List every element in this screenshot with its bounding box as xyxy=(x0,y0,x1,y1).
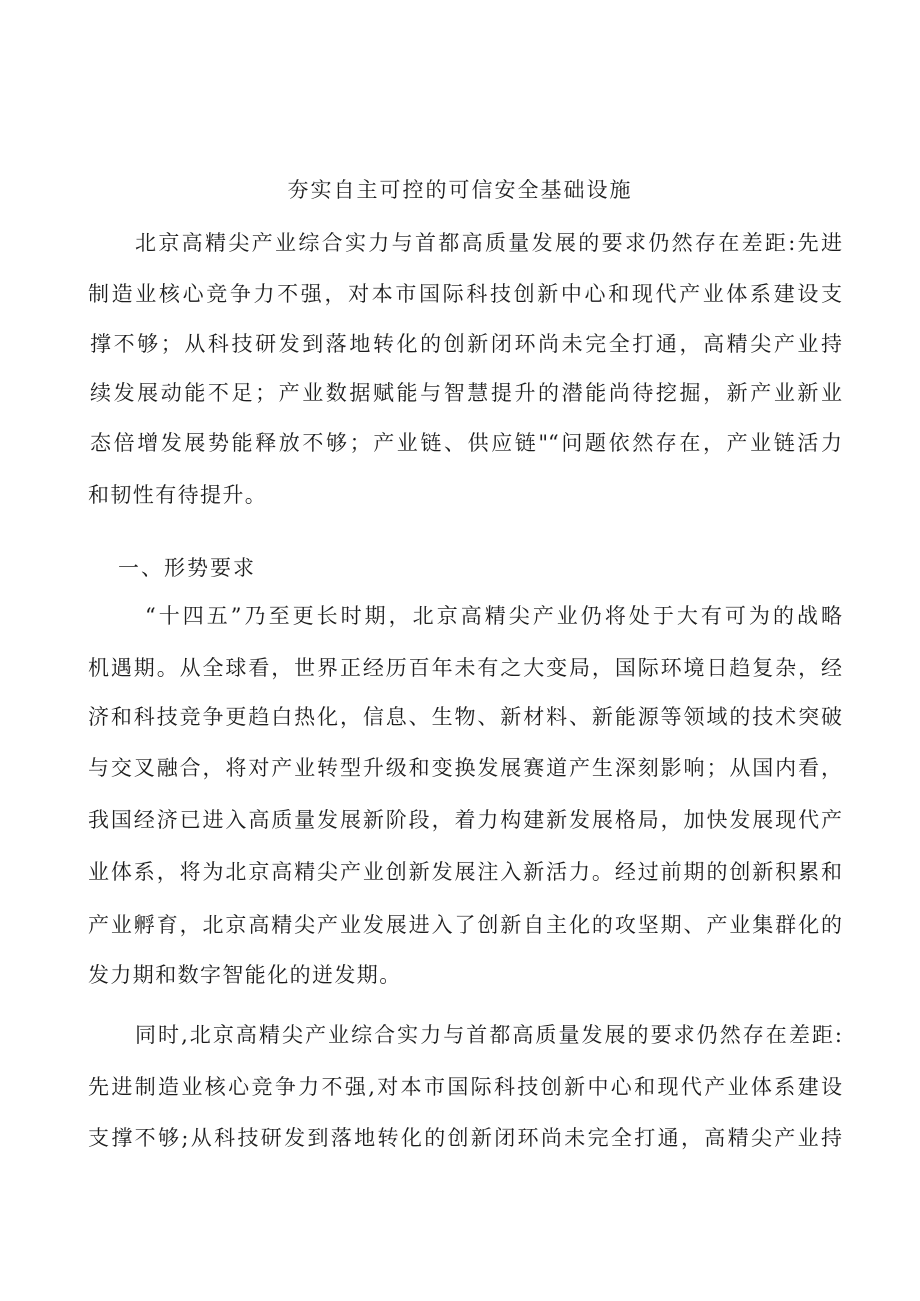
paragraph-line: 业体系，将为北京高精尖产业创新发展注入新活力。经过前期的创新积累和 xyxy=(88,860,842,884)
paragraph-line: 态倍增发展势能释放不够；产业链、供应链"“问题依然存在，产业链活力 xyxy=(90,431,842,455)
paragraph-line: 制造业核心竞争力不强，对本市国际科技创新中心和现代产业体系建设支 xyxy=(88,282,842,306)
paragraph-line: 济和科技竞争更趋白热化，信息、生物、新材料、新能源等领域的技术突破 xyxy=(88,705,842,729)
paragraph-line: 北京高精尖产业综合实力与首都高质量发展的要求仍然存在差距:先进 xyxy=(135,231,842,255)
paragraph-line: 产业孵育，北京高精尖产业发展进入了创新自主化的攻坚期、产业集群化的 xyxy=(88,913,842,937)
paragraph-line: 先进制造业核心竞争力不强,对本市国际科技创新中心和现代产业体系建设 xyxy=(88,1075,842,1099)
paragraph-line: 支撑不够;从科技研发到落地转化的创新闭环尚未完全打通，高精尖产业持 xyxy=(88,1126,842,1150)
paragraph-line: 发力期和数字智能化的迸发期。 xyxy=(88,963,402,987)
paragraph-line: “十四五”乃至更长时期，北京高精尖产业仍将处于大有可为的战略 xyxy=(145,604,842,628)
paragraph-line: 机遇期。从全球看，世界正经历百年未有之大变局，国际环境日趋复杂，经 xyxy=(88,656,842,680)
paragraph-line: 我国经济已进入高质量发展新阶段，着力构建新发展格局，加快发展现代产 xyxy=(88,808,842,832)
paragraph-line: 和韧性有待提升。 xyxy=(88,483,268,507)
paragraph-line: 续发展动能不足；产业数据赋能与智慧提升的潜能尚待挖掘，新产业新业 xyxy=(90,381,842,405)
paragraph-line: 撑不够；从科技研发到落地转化的创新闭环尚未完全打通，高精尖产业持 xyxy=(90,332,842,356)
paragraph-line: 同时,北京高精尖产业综合实力与首都高质量发展的要求仍然存在差距: xyxy=(135,1023,842,1047)
paragraph-line: 与交叉融合，将对产业转型升级和变换发展赛道产生深刻影响；从国内看， xyxy=(88,756,842,780)
section-heading: 一、形势要求 xyxy=(118,556,256,580)
document-title: 夯实自主可控的可信安全基础设施 xyxy=(287,178,633,202)
